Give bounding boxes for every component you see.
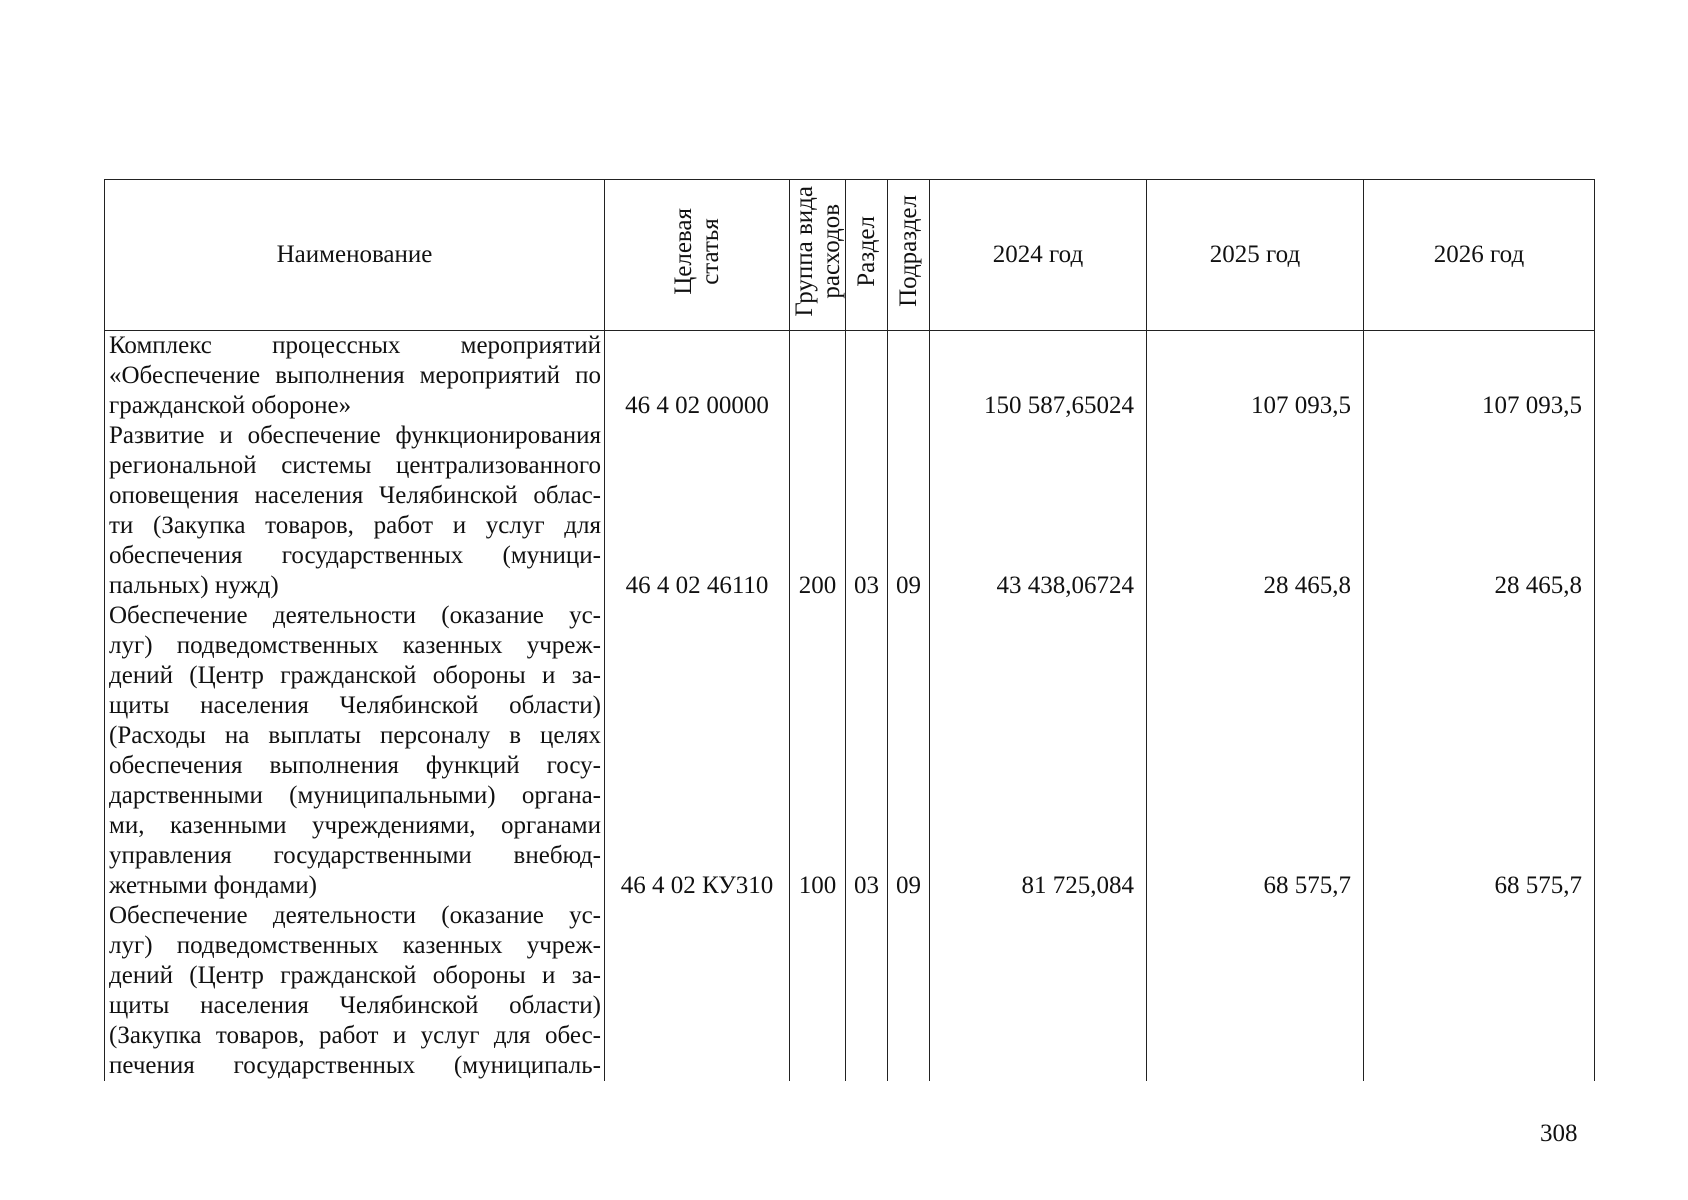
row-section — [846, 901, 888, 1081]
row-value-2025: 107 093,5 — [1147, 331, 1364, 422]
row-subsection — [888, 331, 930, 422]
row-target-article: 46 4 02 КУ310 — [605, 601, 790, 901]
row-value-2024 — [930, 901, 1147, 1081]
row-value-2025: 68 575,7 — [1147, 601, 1364, 901]
header-target-article: Целевая статья — [605, 180, 790, 331]
row-value-2025: 28 465,8 — [1147, 421, 1364, 601]
header-name: Наименование — [105, 180, 605, 331]
budget-table — [104, 179, 1595, 1081]
row-value-2024: 150 587,65024 — [930, 331, 1147, 422]
row-expense-group — [790, 331, 846, 422]
header-2025: 2025 год — [1147, 180, 1364, 331]
row-subsection — [888, 901, 930, 1081]
table-row — [105, 601, 1595, 901]
header-section: Раздел — [846, 180, 888, 331]
row-value-2024: 43 438,06724 — [930, 421, 1147, 601]
row-value-2024: 81 725,084 — [930, 601, 1147, 901]
header-subsection: Подраздел — [888, 180, 930, 331]
row-value-2026: 68 575,7 — [1364, 601, 1595, 901]
table-body — [105, 331, 1595, 1082]
row-expense-group: 100 — [790, 601, 846, 901]
header-expense-group: Группа вида расходов — [790, 180, 846, 331]
row-section: 03 — [846, 421, 888, 601]
row-name: Развитие и обеспечение функционирования региональной системы централизованного оповещения населения Челябинской облас- ти (Закупка товаров, работ и услуг для обеспечения государственных (муници- пальных) нужд) — [105, 421, 605, 601]
row-target-article: 46 4 02 00000 — [605, 331, 790, 422]
row-target-article: 46 4 02 46110 — [605, 421, 790, 601]
table-header — [105, 180, 1595, 331]
row-value-2025 — [1147, 901, 1364, 1081]
row-value-2026: 107 093,5 — [1364, 331, 1595, 422]
table-row — [105, 901, 1595, 1081]
row-name: Обеспечение деятельности (оказание ус- луг) подведомственных казенных учреж- дений (Центр гражданской обороны и за- щиты населения Челябинской области) (Расходы на выплаты персоналу в целях обеспечения выполнения функций госу- дарственными (муниципальными) органа- ми, казенными учреждениями, органами управления государственными внебюд- жетными фондами) — [105, 601, 605, 901]
page-number: 308 — [1540, 1120, 1578, 1147]
row-name: Комплекс процессных мероприятий «Обеспечение выполнения мероприятий по гражданской обороне» — [105, 331, 605, 422]
table-row — [105, 331, 1595, 422]
row-expense-group — [790, 901, 846, 1081]
row-subsection: 09 — [888, 601, 930, 901]
row-subsection: 09 — [888, 421, 930, 601]
row-target-article — [605, 901, 790, 1081]
row-expense-group: 200 — [790, 421, 846, 601]
row-value-2026: 28 465,8 — [1364, 421, 1595, 601]
row-section — [846, 331, 888, 422]
table-row — [105, 421, 1595, 601]
row-name: Обеспечение деятельности (оказание ус- луг) подведомственных казенных учреж- дений (Центр гражданской обороны и за- щиты населения Челябинской области) (Закупка товаров, работ и услуг для обес- печения государственных (муниципаль- — [105, 901, 605, 1081]
row-value-2026 — [1364, 901, 1595, 1081]
header-2026: 2026 год — [1364, 180, 1595, 331]
header-2024: 2024 год — [930, 180, 1147, 331]
row-section: 03 — [846, 601, 888, 901]
